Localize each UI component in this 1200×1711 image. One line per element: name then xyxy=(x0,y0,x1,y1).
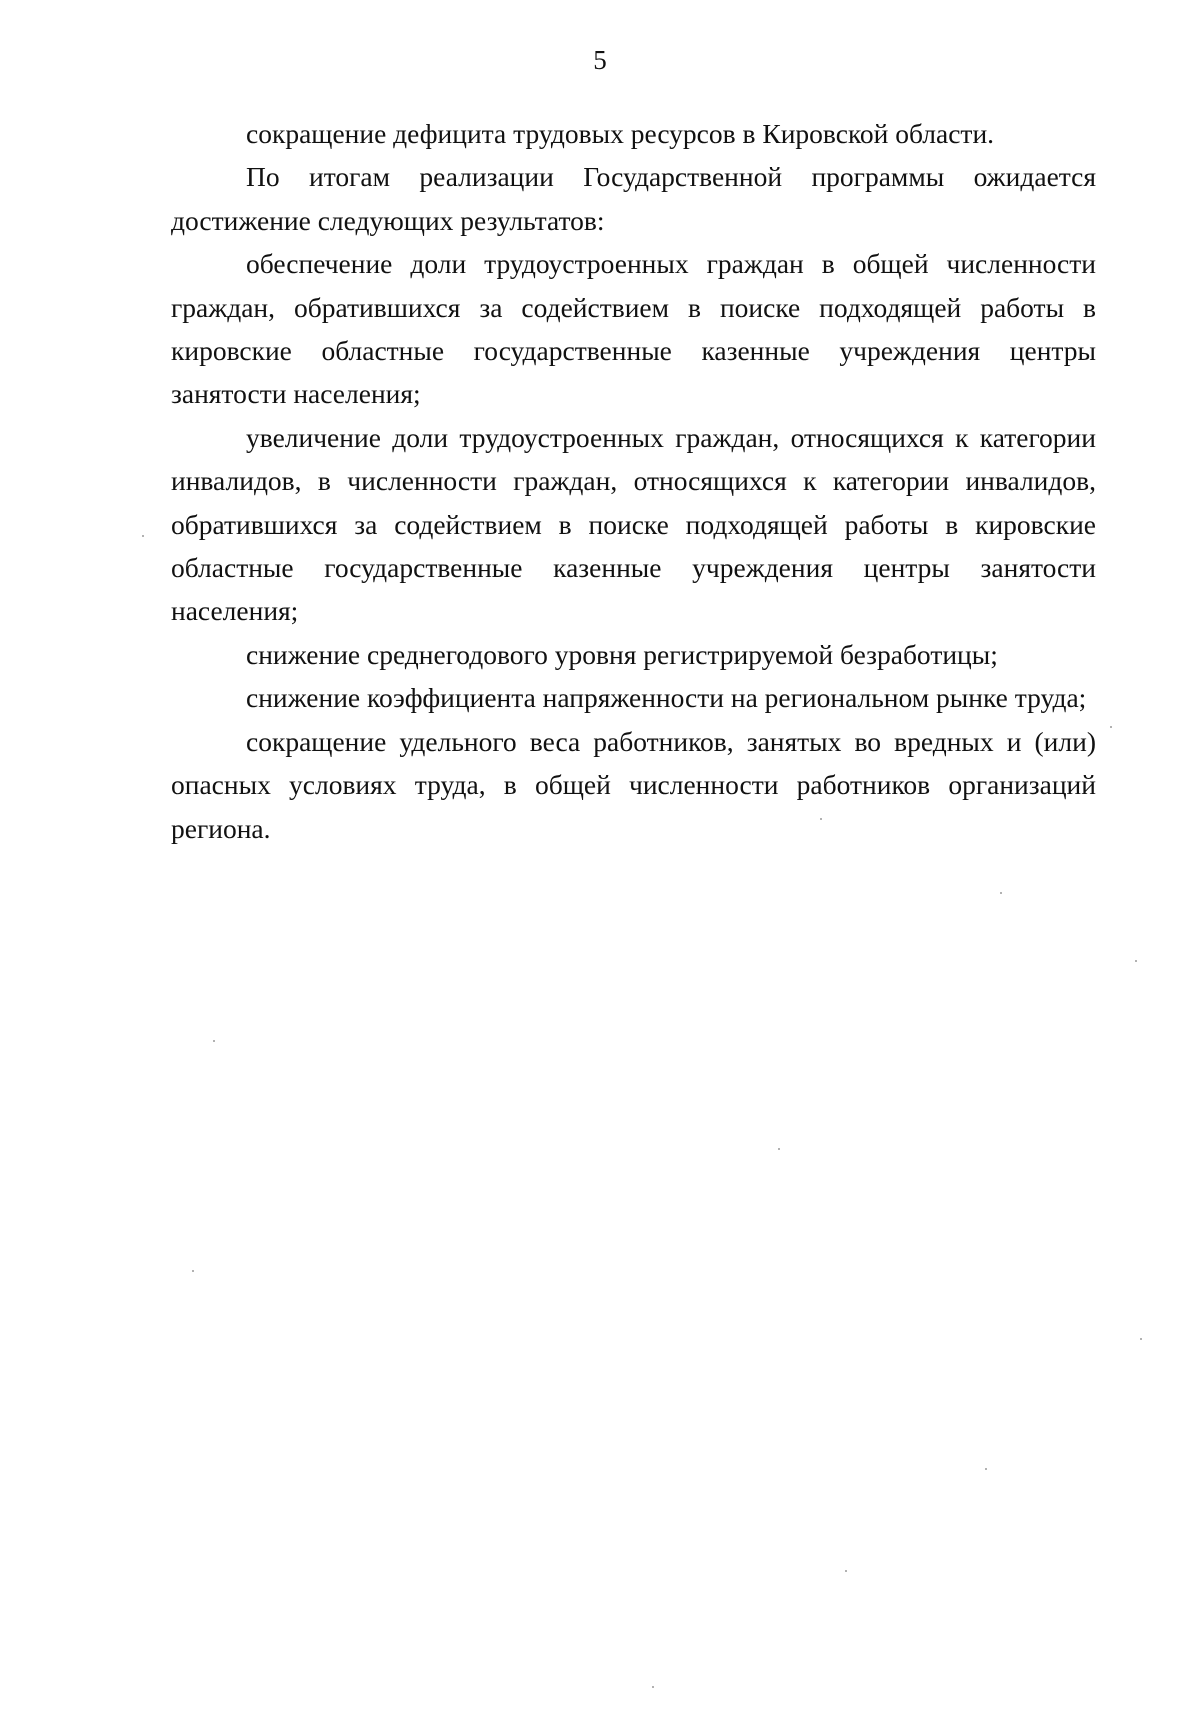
paragraph-1: сокращение дефицита трудовых ресурсов в Кировской области. xyxy=(246,118,995,149)
scan-speck xyxy=(1110,726,1112,728)
scan-speck xyxy=(820,818,822,820)
paragraph-2: По итогам реализации Государственной программы ожидается достижение следующих результатов: xyxy=(171,161,1096,236)
scan-speck xyxy=(1000,892,1002,894)
scan-speck xyxy=(213,1040,215,1042)
paragraph-3: обеспечение доли трудоустроенных граждан в общей численности граждан, обратившихся за содействием в поиске подходящей работы в кировские областные государственные казенные учреждения центры занятости населения; xyxy=(171,248,1096,410)
page-number: 5 xyxy=(593,45,607,75)
paragraph-6: снижение коэффициента напряженности на региональном рынке труда; xyxy=(246,682,1087,714)
paragraph-5: снижение среднегодового уровня регистрируемой безработицы; xyxy=(246,638,998,670)
scan-speck xyxy=(985,1468,987,1470)
paragraph-7: сокращение удельного веса работников, занятых во вредных и (или) опасных условиях труда, в общей численности работников организаций региона. xyxy=(171,725,1096,844)
document-body xyxy=(171,112,1096,850)
scan-speck xyxy=(192,1270,194,1272)
scan-speck xyxy=(142,535,144,537)
scan-speck xyxy=(778,1148,780,1150)
scan-speck xyxy=(652,1686,654,1688)
paragraph-4: увеличение доли трудоустроенных граждан, относящихся к категории инвалидов, в численности граждан, относящихся к категории инвалидов, обратившихся за содействием в поиске подходящей работы в кировские областные государственные казенные учреждения центры занятости населения; xyxy=(171,421,1096,627)
scan-speck xyxy=(845,1570,847,1572)
scan-speck xyxy=(1140,1338,1142,1340)
scan-speck xyxy=(1135,960,1137,962)
